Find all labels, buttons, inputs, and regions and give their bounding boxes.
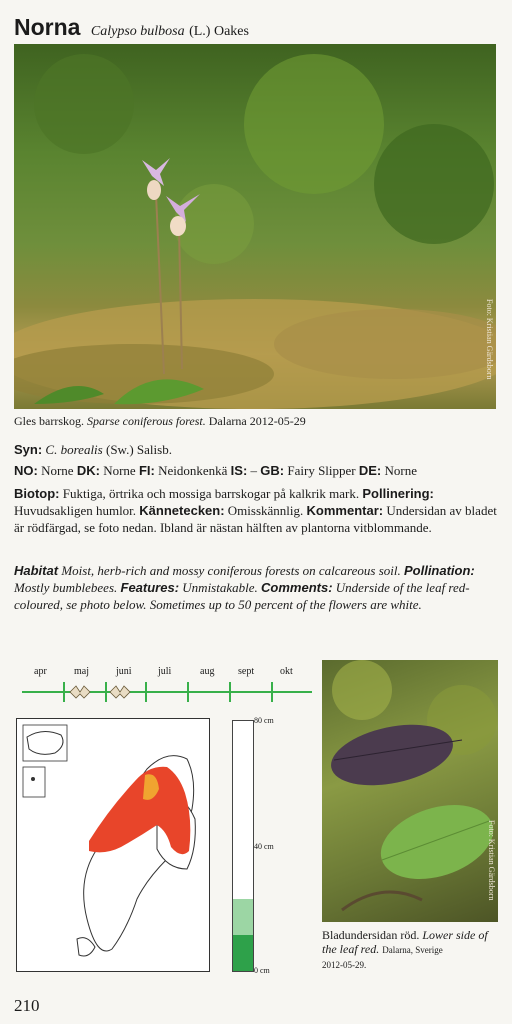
leaf-caption-date: 2012-05-29. [322,960,367,970]
flowering-calendar [22,662,312,712]
name-gb: Fairy Slipper [287,463,356,478]
biotop-label: Biotop: [14,486,60,501]
page-number: 210 [14,996,40,1015]
leaf-caption-en: Lower side of the leaf red. [322,928,488,956]
syn-author: (Sw.) Salisb. [105,442,172,457]
caption-date: Dalarna 2012-05-29 [208,414,306,428]
code-gb: GB: [260,463,285,478]
main-photo [14,44,496,409]
features-text: Unmistakable. [182,580,258,595]
habitat-paragraph [14,562,498,613]
distribution-map [16,718,210,972]
pollinering-label: Pollinering: [362,486,434,501]
leaf-photo-credit: Foto: Kristian Gärdsborn [487,820,496,901]
name-is: – [250,463,258,478]
kommentar-text: Undersidan av bladet är rödfärgad, se foto nedan. Ibland är nästan hälften av plantorna vitblommande. [14,503,497,535]
nordic-map [17,719,209,971]
name-de: Norne [384,463,418,478]
habitat-text: Moist, herb-rich and mossy coniferous forests on calcareous soil. [61,563,401,578]
leaf-photo-caption [322,928,500,972]
code-is: IS: [230,463,248,478]
month-okt: okt [280,666,293,677]
month-juli: juli [158,666,172,677]
photo-credit: Foto: Kristian Gärdsborn [485,299,494,380]
vernacular-names [14,462,498,479]
pollination-text: Mostly bumblebees. [14,580,118,595]
main-photo-caption [14,414,306,429]
tick-80: 80 cm [254,716,274,725]
comments-label: Comments: [261,580,333,595]
altitude-bar [232,720,254,972]
leaf-caption-sv: Bladundersidan röd. [322,928,420,942]
name-no: Norne [41,463,74,478]
kannetecken-label: Kännetecken: [139,503,225,518]
leaf-illustration [322,660,498,922]
caption-en: Sparse coniferous forest. [86,414,206,428]
month-sept: sept [238,666,255,677]
latin-name: Calypso bulbosa [90,24,185,39]
caption-sv: Gles barrskog. [14,414,84,428]
name-dk: Norne [103,463,136,478]
altitude-light-segment [233,899,253,935]
name-fi: Neidonkenkä [158,463,228,478]
features-label: Features: [120,580,180,595]
altitude-dark-segment [233,935,253,971]
kannetecken-text: Omisskännlig. [227,503,304,518]
comments-text: Underside of the leaf red-coloured, se photo below. Sometimes up to 50 percent of the flowers are white. [14,580,470,612]
month-apr: apr [34,666,47,677]
tick-40: 40 cm [254,842,274,851]
species-title [14,14,249,41]
author-name: (L.) Oakes [189,24,249,39]
code-dk: DK: [76,463,100,478]
code-no: NO: [14,463,38,478]
species-name: Norna [14,14,81,40]
code-de: DE: [358,463,382,478]
tick-0: 0 cm [254,966,270,975]
syn-latin: C. borealis [45,442,103,457]
pollination-label: Pollination: [403,563,475,578]
leaf-caption-place: Dalarna, Sverige [382,945,443,955]
kommentar-label: Kommentar: [306,503,384,518]
orchid-illustration [14,44,496,409]
synonym-line [14,441,498,458]
syn-label: Syn: [14,442,43,457]
habitat-label: Habitat [14,563,59,578]
pollinering-text: Huvudsakligen humlor. [14,503,137,518]
leaf-photo [322,660,498,922]
biotop-text: Fuktiga, örtrika och mossiga barrskogar på kalkrik mark. [62,486,360,501]
code-fi: FI: [138,463,155,478]
month-juni: juni [116,666,132,677]
biotop-paragraph [14,485,498,536]
month-maj: maj [74,666,89,677]
month-aug: aug [200,666,215,677]
